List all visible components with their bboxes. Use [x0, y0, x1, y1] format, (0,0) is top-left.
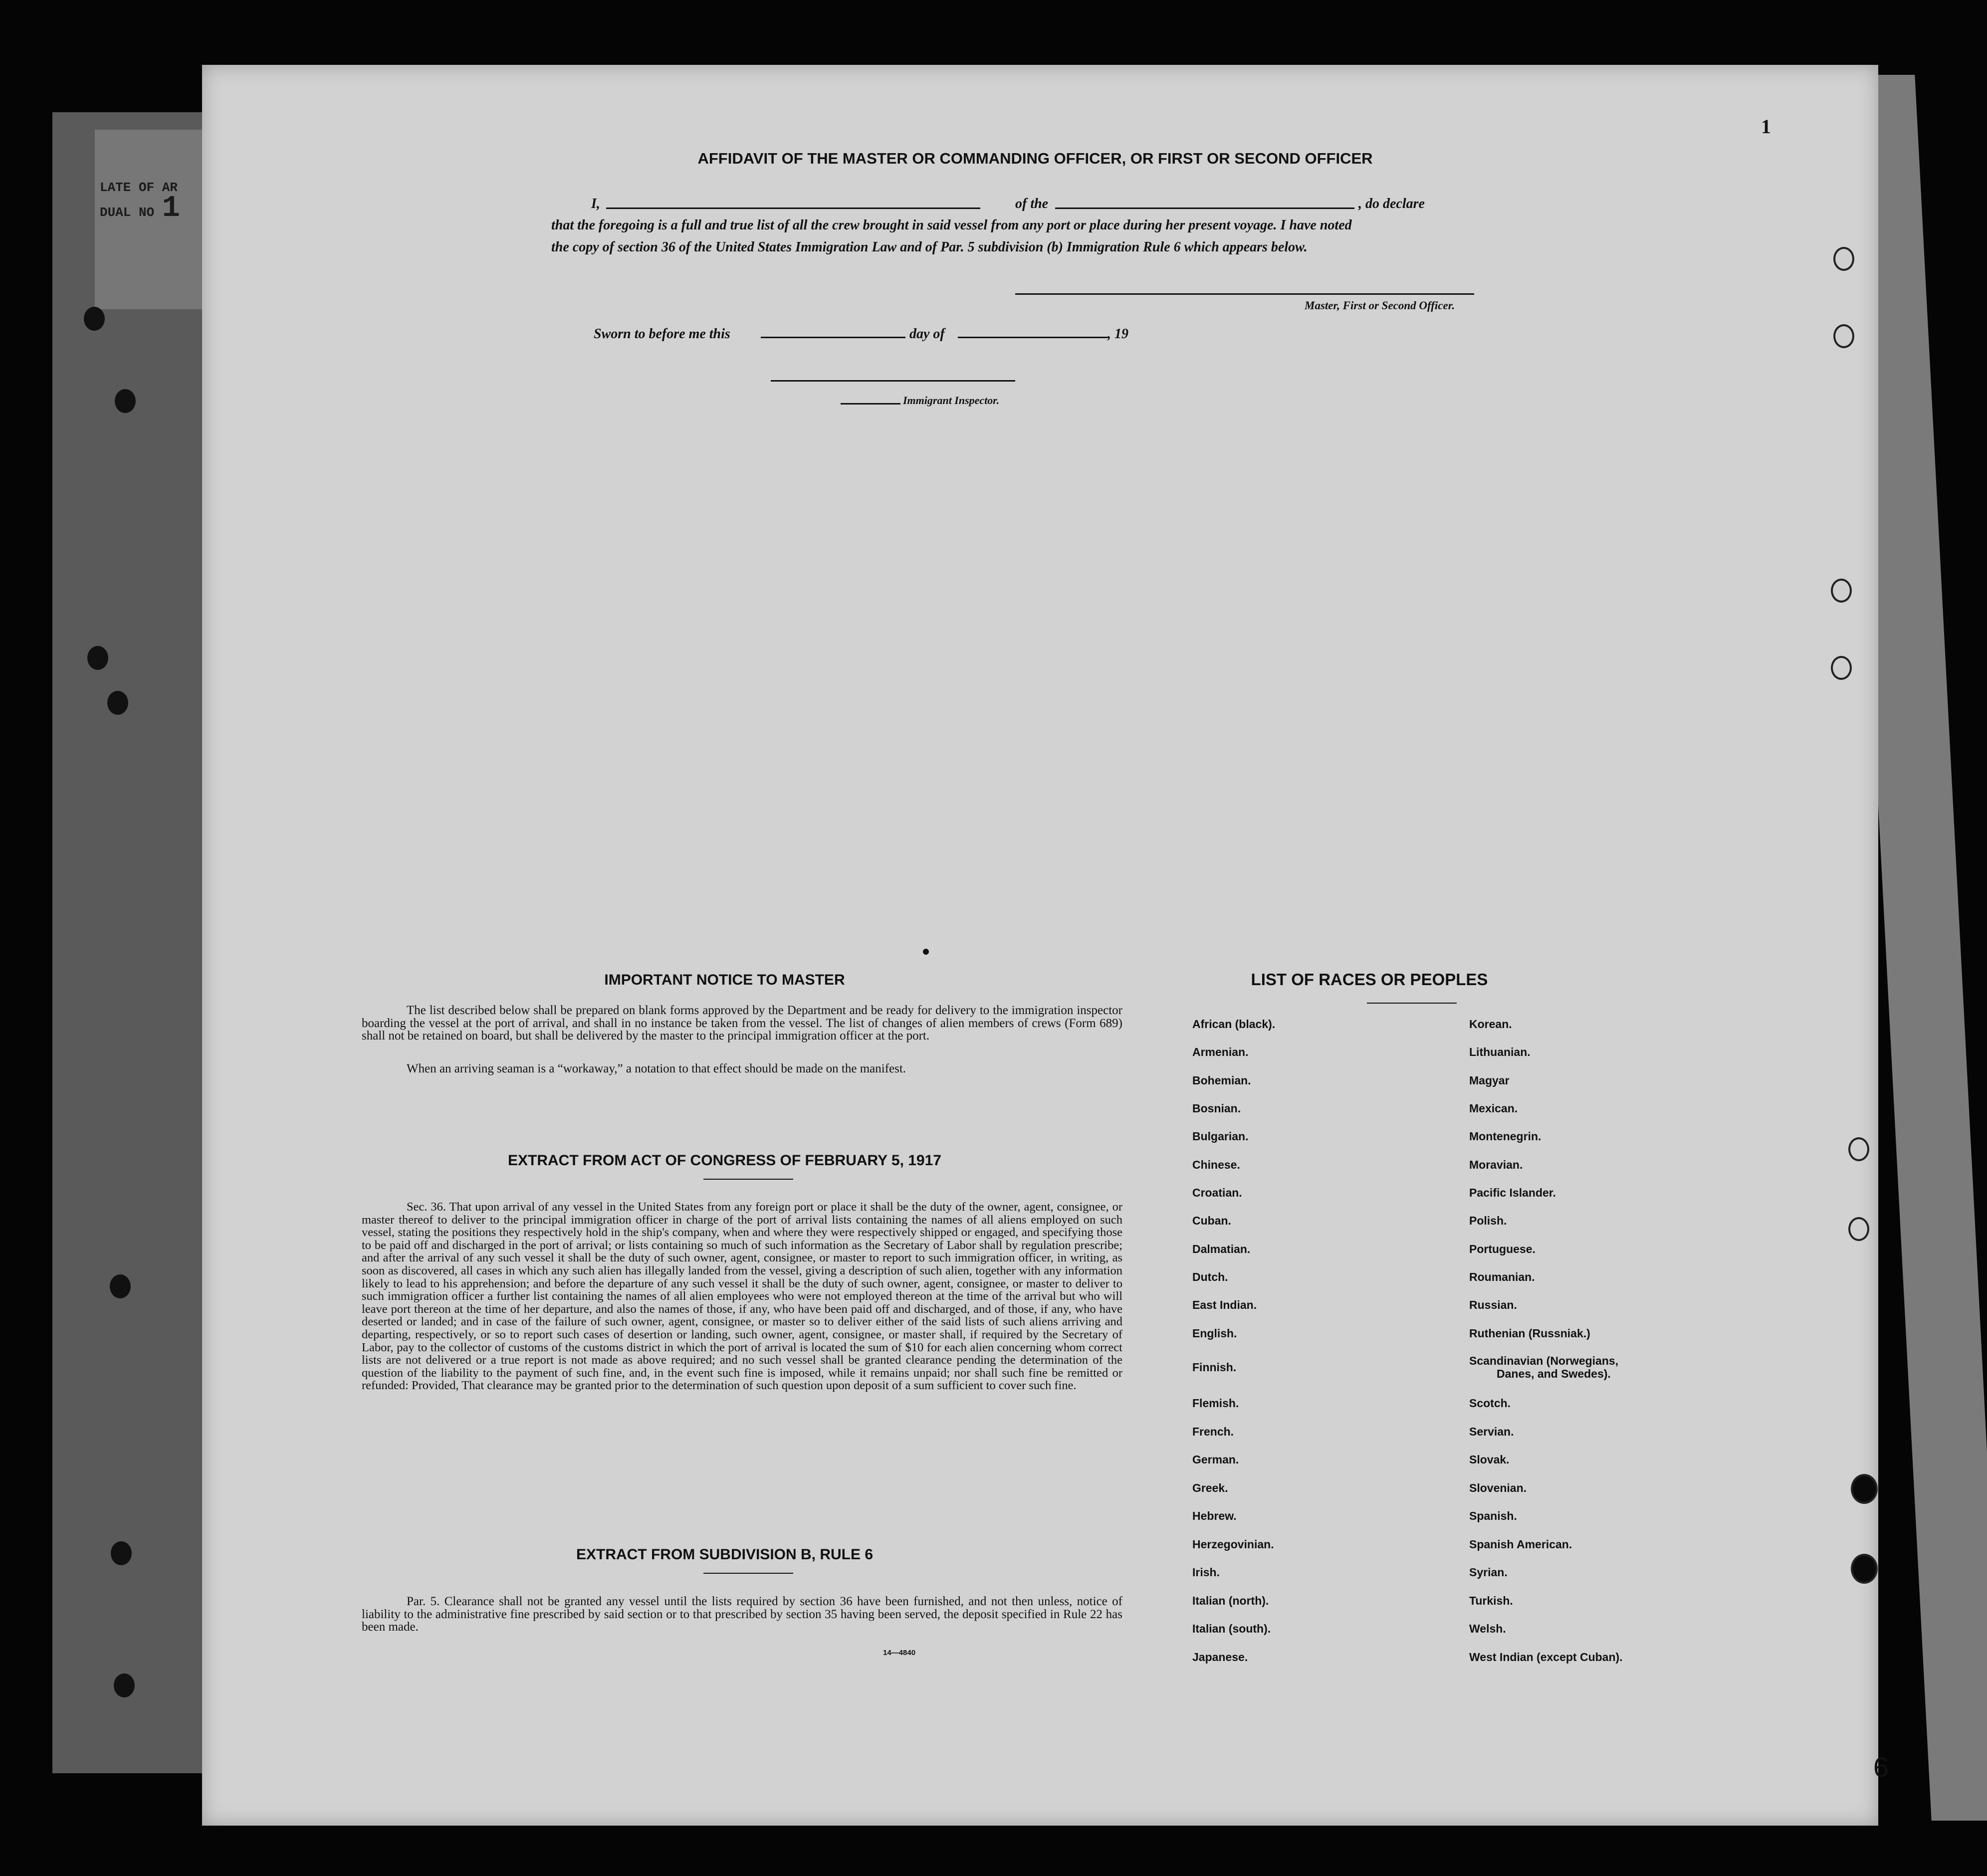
race-item: Bulgarian. [1192, 1130, 1249, 1143]
races-title-underline [1367, 1003, 1457, 1004]
page-mark-top: 1 [1761, 115, 1771, 138]
act-extract-text: Sec. 36. That upon arrival of any vessel in the United States from any foreign port or place it shall be the duty of the owner, agent, consignee, or master thereof to deliver to the principal immigration officer in charge of the port of arrival lists containing the names of all aliens employed on such vessel, stating the positions they respectively hold in the ship's company, when and where they were respectively shipped or engaged, and specifying those to be paid off and discharged in the port of arrival; or lists containing so much of such information as the Secretary of Labor shall by regulation prescribe; and after the arrival of any such vessel it shall be the duty of such owner, agent, consignee, or master to report to such immigration officer, in writing, as soon as discovered, all cases in which any such alien has illegally landed from the vessel, giving a description of such alien, together with any information likely to lead to his apprehension; and before the departure of any such vessel it shall be the duty of such owner, agent, consignee, or master to deliver to such immigration officer a further list containing the names of all alien employees who were not employed thereon at the time of the arrival but who will leave port thereon at the time of her departure, and also the names of those, if any, who have been paid off and discharged, and of those, if any, who have deserted or landed; and in case of the failure of such owner, agent, consignee, or master so to deliver either of the said lists of such aliens arriving and departing, respectively, or so to report such cases of desertion or landing, such owner, agent, consignee, or master shall, if required by the Secretary of Labor, pay to the collector of customs of the customs district in which the port of arrival is located the sum of $10 for each alien concerning whom correct lists are not delivered or a true report is not made as above required; and no such vessel shall be granted clearance pending the determination of the question of the liability to the payment of such fine, and, in the event such fine is imposed, while it remains unpaid; nor shall such fine be remitted or refunded: Provided, That clearance may be granted prior to the determination of such question upon deposit of a sum sufficient to cover such fine. [362, 1200, 1122, 1393]
notice-title: IMPORTANT NOTICE TO MASTER [604, 972, 845, 988]
affidavit-line2: that the foregoing is a full and true list of all the crew brought in said vessel from any port or place during her present voyage. I have noted [551, 217, 1352, 233]
race-item: Japanese. [1192, 1651, 1248, 1664]
race-item: Slovenian. [1469, 1481, 1527, 1494]
day-of-label: day of [909, 326, 945, 342]
punch-hole [107, 691, 128, 715]
race-item: Armenian. [1192, 1045, 1249, 1058]
rule-title-underline [703, 1573, 793, 1574]
race-item: Cuban. [1192, 1214, 1231, 1227]
race-item: Montenegrin. [1469, 1130, 1542, 1143]
inspector-short-line [841, 403, 900, 405]
race-item: Roumanian. [1469, 1270, 1535, 1283]
race-item: Bohemian. [1192, 1074, 1251, 1087]
punch-hole [84, 307, 105, 331]
race-item: English. [1192, 1327, 1237, 1340]
inspector-signature-line [771, 380, 1015, 382]
race-item: Russian. [1469, 1298, 1517, 1311]
race-item: Dalmatian. [1192, 1243, 1251, 1255]
race-item: Spanish. [1469, 1509, 1517, 1522]
punch-hole [111, 1541, 132, 1565]
underlying-page [52, 112, 223, 1773]
race-item: Finnish. [1192, 1361, 1237, 1374]
punch-hole [1831, 656, 1852, 680]
affidavit-title: AFFIDAVIT OF THE MASTER OR COMMANDING OFFICER, OR FIRST OR SECOND OFFICER [697, 150, 1373, 167]
race-item: Chinese. [1192, 1158, 1240, 1171]
punch-hole [1848, 1137, 1869, 1161]
race-item: Pacific Islander. [1469, 1186, 1556, 1199]
race-item: Korean. [1469, 1018, 1512, 1031]
page-mark-bottom: 6 [1873, 1751, 1889, 1783]
rule-extract-title: EXTRACT FROM SUBDIVISION B, RULE 6 [576, 1546, 874, 1563]
ink-dot [923, 949, 929, 955]
race-item: Dutch. [1192, 1270, 1228, 1283]
race-item: Greek. [1192, 1481, 1228, 1494]
race-item: Turkish. [1469, 1594, 1513, 1607]
punch-hole [1833, 324, 1854, 348]
race-item: Welsh. [1469, 1622, 1506, 1635]
race-item: West Indian (except Cuban). [1469, 1651, 1623, 1664]
race-item: Italian (south). [1192, 1622, 1271, 1635]
punch-hole [87, 646, 108, 670]
form-number: 14—4840 [883, 1649, 916, 1657]
underlying-line-1: LATE OF AR [100, 180, 178, 195]
race-item: Syrian. [1469, 1566, 1508, 1579]
race-item: French. [1192, 1425, 1234, 1438]
underlying-mark: 1 [162, 192, 180, 225]
race-item: Polish. [1469, 1214, 1507, 1227]
inspector-label: Immigrant Inspector. [903, 394, 1000, 407]
affidavit-line3: the copy of section 36 of the United States Immigration Law and of Par. 5 subdivision (b) Immigration Rule 6 which appears below. [551, 239, 1308, 255]
rule-extract-text: Par. 5. Clearance shall not be granted any vessel until the lists required by section 36 have been furnished, and not then unless, notice of liability to the administrative fine prescribed by said section or to that prescribed by section 35 having been served, the deposit specified in Rule 22 has been made. [362, 1595, 1122, 1634]
punch-hole [1833, 247, 1854, 271]
punch-hole [1851, 1554, 1878, 1584]
race-item: Italian (north). [1192, 1594, 1269, 1607]
race-item-continuation: Danes, and Swedes). [1497, 1367, 1611, 1380]
affidavit-line1-end: , do declare [1358, 196, 1425, 211]
race-item: Herzegovinian. [1192, 1538, 1274, 1551]
affidavit-line1-start: I, [591, 196, 600, 211]
sworn-prefix: Sworn to before me this [594, 326, 730, 342]
vessel-blank-line [1055, 208, 1354, 209]
race-item: Croatian. [1192, 1186, 1242, 1199]
affidavit-line1-of-the: of the [1015, 196, 1049, 211]
notice-paragraph-1: The list described below shall be prepared on blank forms approved by the Department and be ready for delivery to the immigration inspector boarding the vessel at the port of arrival, and shall in no instance be taken from the vessel. The list of changes of alien members of crews (Form 689) shall not be retained on board, but shall be delivered by the master to the principal immigration officer at the port. [362, 1004, 1122, 1043]
race-item: Bosnian. [1192, 1102, 1241, 1115]
race-item: Scandinavian (Norwegians, [1469, 1354, 1619, 1367]
master-signature-line [1015, 293, 1474, 295]
race-item: Spanish American. [1469, 1538, 1572, 1551]
race-item: Hebrew. [1192, 1509, 1237, 1522]
year-prefix: , 19 [1107, 326, 1128, 342]
race-item: Slovak. [1469, 1453, 1510, 1466]
race-item: Servian. [1469, 1425, 1514, 1438]
punch-hole [110, 1274, 131, 1298]
punch-hole [1851, 1474, 1878, 1504]
master-signature-label: Master, First or Second Officer. [1305, 299, 1455, 312]
race-item: Moravian. [1469, 1158, 1523, 1171]
race-item: Portuguese. [1469, 1243, 1536, 1255]
underlying-line-2: DUAL NO [100, 205, 155, 220]
punch-hole [115, 389, 136, 413]
act-title-underline [703, 1179, 793, 1180]
punch-hole [1831, 579, 1852, 603]
race-item: Flemish. [1192, 1397, 1239, 1410]
race-item: Ruthenian (Russniak.) [1469, 1327, 1590, 1340]
underlying-page-text [100, 177, 180, 223]
race-item: Irish. [1192, 1566, 1220, 1579]
name-blank-line [606, 208, 980, 209]
race-item: Lithuanian. [1469, 1045, 1531, 1058]
race-item: Scotch. [1469, 1397, 1511, 1410]
punch-hole [114, 1673, 135, 1697]
act-extract-title: EXTRACT FROM ACT OF CONGRESS OF FEBRUARY 5, 1917 [508, 1152, 941, 1169]
sworn-day-line [761, 337, 905, 338]
sworn-month-line [958, 337, 1107, 338]
notice-paragraph-2: When an arriving seaman is a “workaway,” a notation to that effect should be made on the manifest. [407, 1062, 906, 1075]
race-item: African (black). [1192, 1018, 1276, 1031]
race-item: East Indian. [1192, 1298, 1257, 1311]
race-item: Magyar [1469, 1074, 1510, 1087]
race-item: German. [1192, 1453, 1239, 1466]
form-sheet [202, 65, 1889, 1826]
races-title: LIST OF RACES OR PEOPLES [1251, 970, 1488, 989]
race-item: Mexican. [1469, 1102, 1518, 1115]
punch-hole [1848, 1217, 1869, 1241]
